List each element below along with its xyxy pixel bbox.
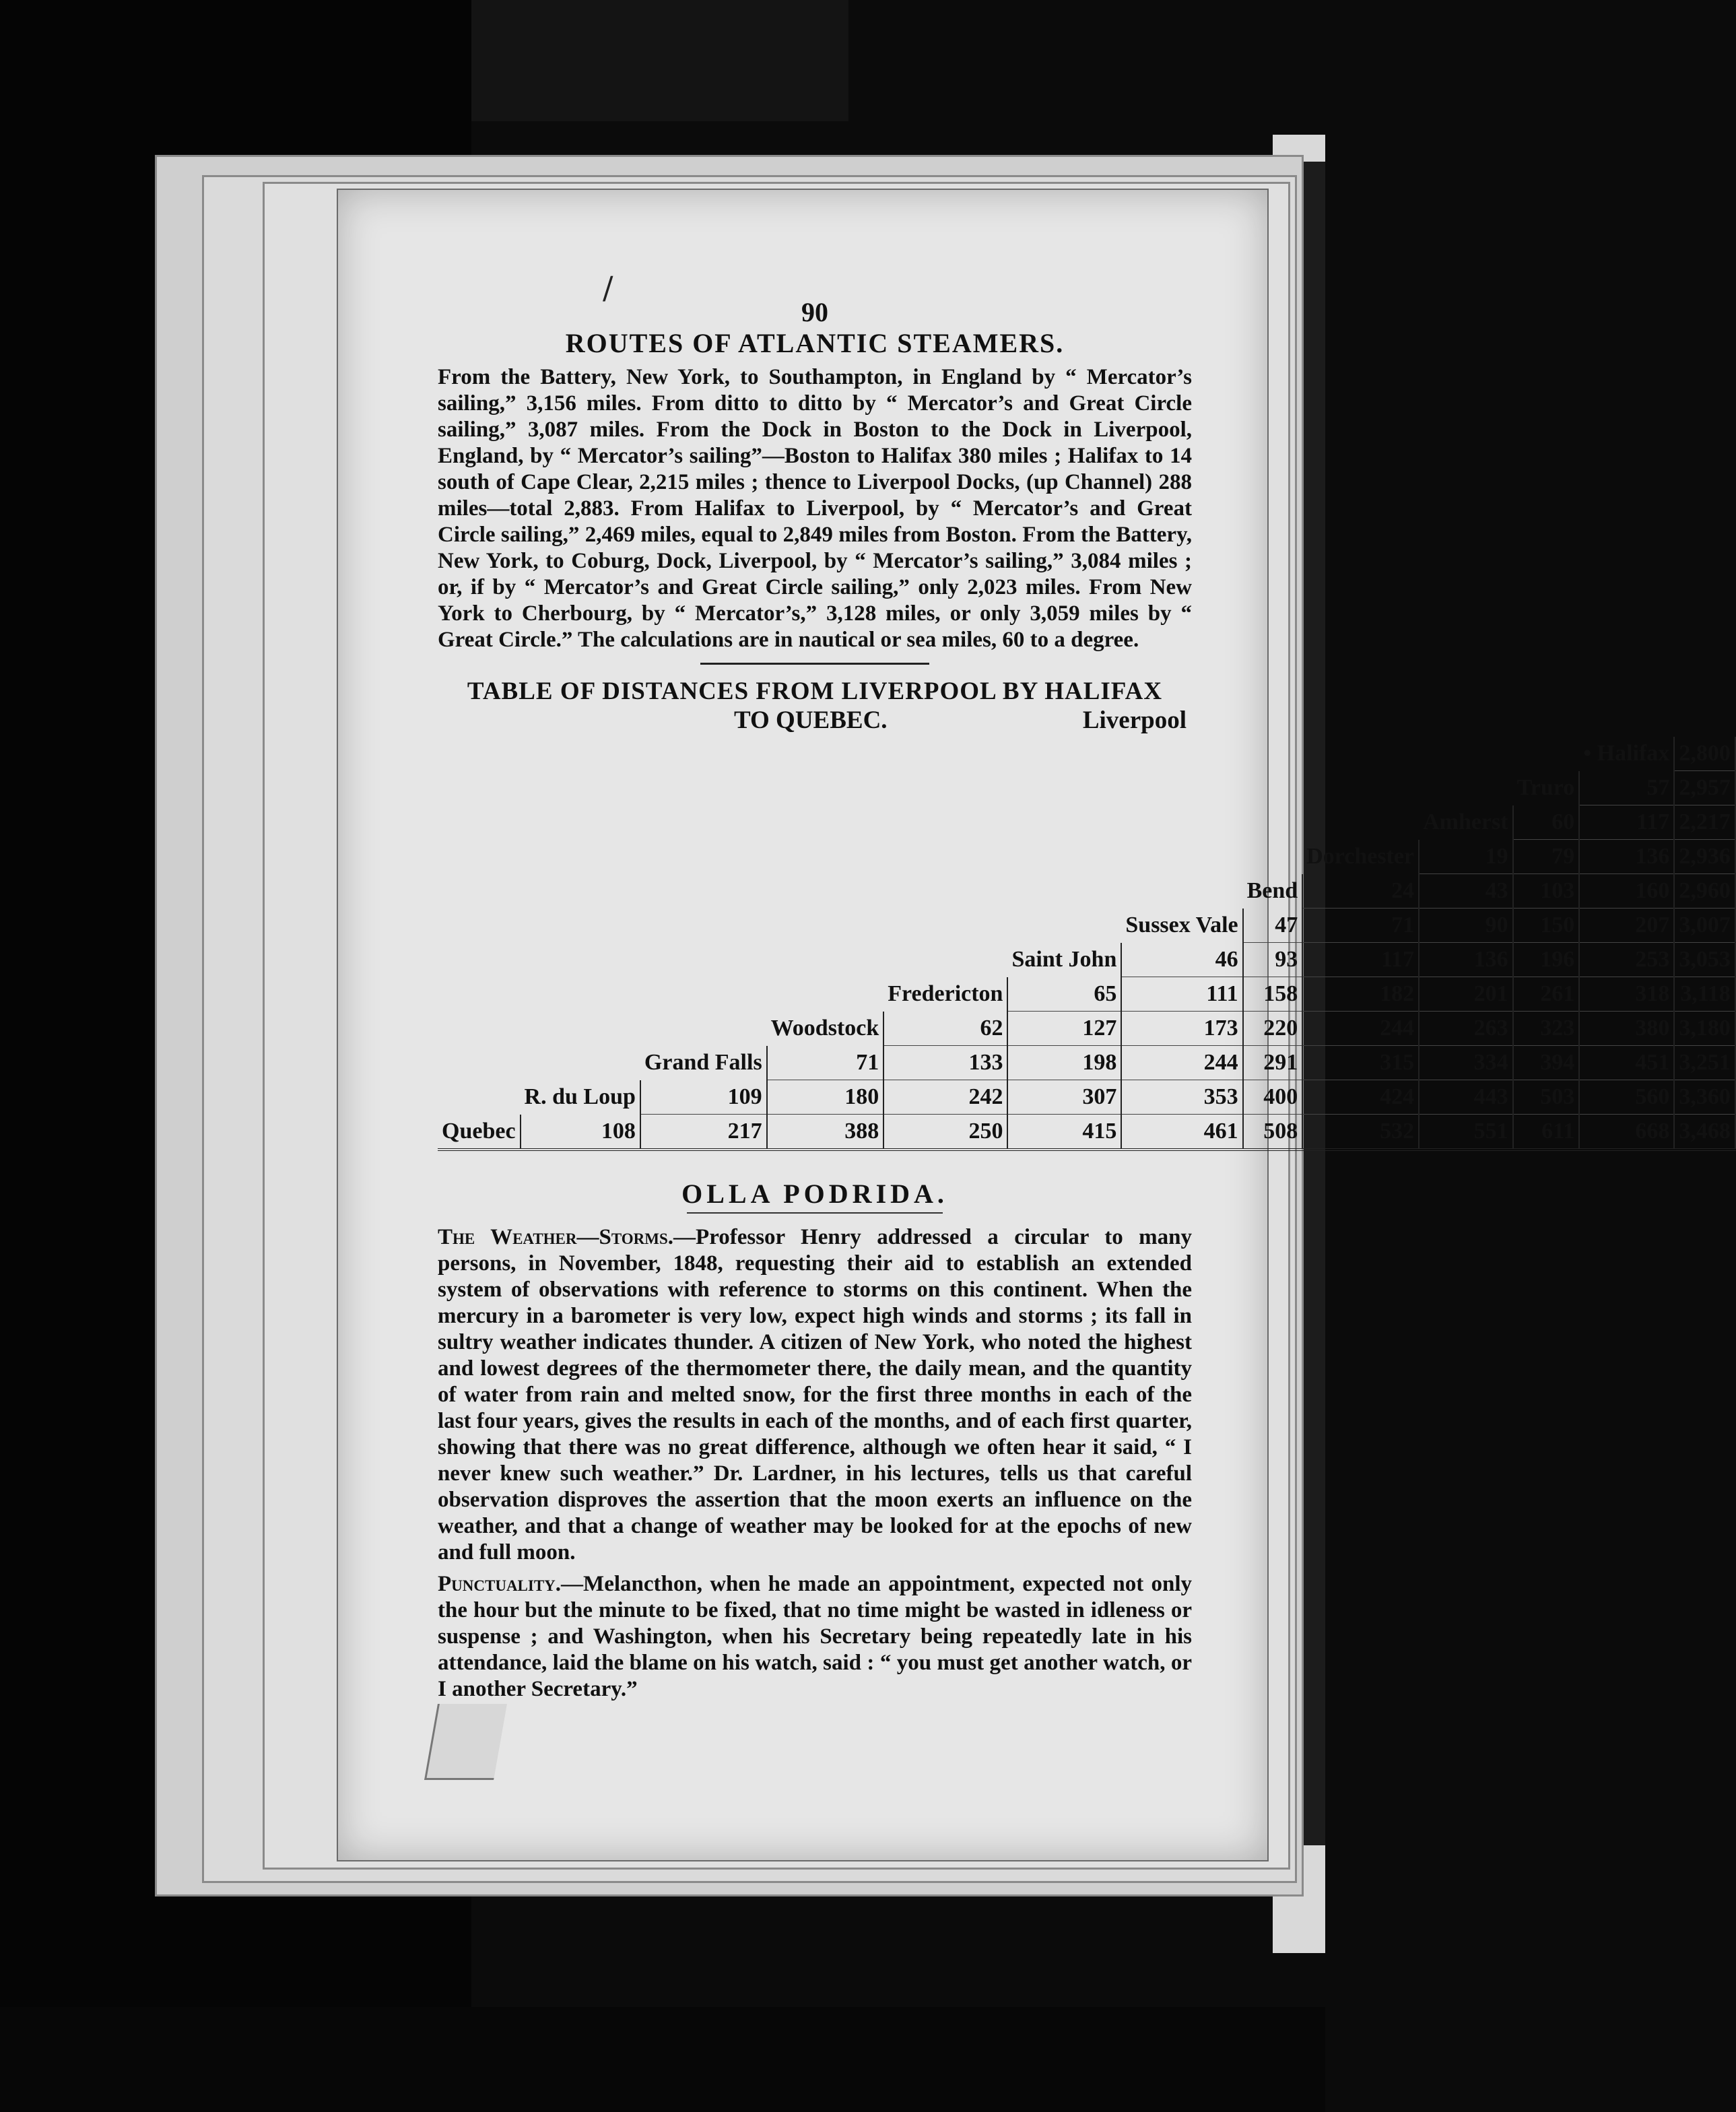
table-spacer (438, 805, 1419, 840)
table-spacer (438, 840, 1302, 874)
distance-value: 291 (1243, 1046, 1303, 1080)
distance-value: 158 (1243, 977, 1303, 1012)
dark-background-bottom (0, 2007, 1325, 2112)
distance-value: 353 (1121, 1080, 1242, 1115)
distance-value: 560 (1579, 1080, 1674, 1115)
distance-value: 180 (767, 1080, 884, 1115)
distance-row (438, 840, 1735, 874)
distance-place-name: Sussex Vale (1121, 909, 1242, 943)
distance-value: 443 (1419, 1080, 1513, 1115)
distance-value: 198 (1007, 1046, 1121, 1080)
distance-value: 201 (1419, 977, 1513, 1012)
distance-value: 2,217 (1674, 805, 1735, 840)
distance-value: 150 (1513, 909, 1580, 943)
weather-text: —Professor Henry addressed a circular to many persons, in November, 1848, requesting their aid to establish an extended system of observations with reference to storms on this continent. When the mercury in a barometer is very low, expect high winds and storms ; its fall in sultry weather indicates thunder. A citizen of New York, who noted the highest and lowest degrees of the thermometer there, the daily mean, and the quantity of water from rain and melted snow, for the first three months in each of the last four years, gives the results in each of the months, and of each first quarter, showing that there was no great difference, although we often hear it said, “ I never knew such weather.” Dr. Lardner, in his lectures, tells us that careful observation disproves the assertion that the moon exerts an influence on the weather, and that a change of weather may be looked for at the epochs of new and full moon. (438, 1225, 1192, 1564)
distance-place-name: Woodstock (767, 1012, 884, 1046)
distance-value: 182 (1302, 977, 1419, 1012)
table-spacer (438, 1080, 521, 1115)
distance-value: 323 (1513, 1012, 1580, 1046)
distance-value: 3,118 (1674, 977, 1735, 1012)
distance-value: 611 (1513, 1115, 1580, 1150)
distance-value: 117 (1302, 943, 1419, 977)
distance-table-title: TABLE OF DISTANCES FROM LIVERPOOL BY HALIFAX (467, 678, 1163, 705)
distance-value: 65 (1007, 977, 1121, 1012)
distance-value: 503 (1513, 1080, 1580, 1115)
distance-value: 19 (1419, 840, 1513, 874)
distance-value: 508 (1243, 1115, 1303, 1150)
distance-value: 133 (883, 1046, 1007, 1080)
distance-value: 244 (1302, 1012, 1419, 1046)
distance-value: 250 (883, 1115, 1007, 1150)
distance-place-name: Fredericton (883, 977, 1007, 1012)
weather-paragraph (438, 1224, 1192, 1566)
distance-value: 24 (1302, 874, 1419, 909)
table-spacer (438, 771, 1513, 805)
distance-value: 57 (1579, 771, 1674, 805)
distance-value: 43 (1419, 874, 1513, 909)
distance-row (438, 771, 1735, 805)
distance-value: 71 (1302, 909, 1419, 943)
distance-value: 532 (1302, 1115, 1419, 1150)
distance-value: 253 (1579, 943, 1674, 977)
distance-value: 93 (1243, 943, 1303, 977)
weather-lead: The Weather—Storms. (438, 1225, 674, 1249)
distance-value: 394 (1513, 1046, 1580, 1080)
table-spacer (438, 977, 883, 1012)
distance-value: 318 (1579, 977, 1674, 1012)
olla-divider (687, 1212, 943, 1214)
distance-table (438, 737, 1736, 1151)
distance-value: 47 (1243, 909, 1303, 943)
routes-paragraph: From the Battery, New York, to Southampton, in England by “ Mercator’s sailing,” 3,156 miles. From ditto to ditto by “ Mercator’s and Great Circle sailing,” 3,087 miles. From the Dock in Boston to the Dock in Liverpool, England, by “ Mercator’s sailing”—Boston to Halifax 380 miles ; Halifax to 14 south of Cape Clear, 2,215 miles ; thence to Liverpool Docks, (up Channel) 288 miles—total 2,883. From Halifax to Liverpool, by “ Mercator’s and Great Circle sailing,” 2,469 miles, equal to 2,849 miles from Boston. From the Battery, New York, to Coburg, Dock, Liverpool, by “ Mercator’s sailing,” 3,084 miles ; or, if by “ Mercator’s and Great Circle sailing,” only 2,023 miles. From New York to Cherbourg, by “ Mercator’s,” 3,128 miles, or only 3,059 miles by “ Great Circle.” The calculations are in nautical or sea miles, 60 to a degree. (438, 365, 1192, 652)
table-spacer (438, 943, 1007, 977)
distance-value: 136 (1419, 943, 1513, 977)
table-spacer (438, 737, 1579, 771)
pencil-mark: / (603, 269, 613, 306)
distance-value: 551 (1419, 1115, 1513, 1150)
distance-value: 400 (1243, 1080, 1303, 1115)
routes-heading: ROUTES OF ATLANTIC STEAMERS. (565, 328, 1065, 358)
distance-value: 3,007 (1674, 909, 1735, 943)
distance-value: 3,360 (1674, 1080, 1735, 1115)
distance-value: 2,936 (1674, 840, 1735, 874)
distance-value: 668 (1579, 1115, 1674, 1150)
distance-value: 220 (1243, 1012, 1303, 1046)
distance-value: 71 (767, 1046, 884, 1080)
distance-value: 261 (1513, 977, 1580, 1012)
distance-place-name: Amherst (1419, 805, 1513, 840)
distance-row (438, 977, 1735, 1012)
distance-value: 334 (1419, 1046, 1513, 1080)
distance-value: 160 (1579, 874, 1674, 909)
distance-value: 173 (1121, 1012, 1242, 1046)
distance-value: 217 (640, 1115, 767, 1150)
distance-value: 242 (883, 1080, 1007, 1115)
distance-value: 3,251 (1674, 1046, 1735, 1080)
dark-background-top (471, 0, 848, 121)
distance-row (438, 943, 1735, 977)
distance-value: 60 (1513, 805, 1580, 840)
distance-place-name: Quebec (438, 1115, 521, 1150)
page-number: 90 (801, 297, 828, 327)
distance-value: 46 (1121, 943, 1242, 977)
distance-value: 103 (1513, 874, 1580, 909)
distance-value: 263 (1419, 1012, 1513, 1046)
distance-value: 315 (1302, 1046, 1419, 1080)
distance-value: 108 (521, 1115, 640, 1150)
distance-place-name: Grand Falls (640, 1046, 767, 1080)
distance-value: 3,180 (1674, 1012, 1735, 1046)
distance-value: 2,800 (1674, 737, 1735, 771)
distance-value: 307 (1007, 1080, 1121, 1115)
punctuality-lead: Punctuality. (438, 1572, 562, 1596)
distance-row (438, 1080, 1735, 1115)
distance-place-name: Dorchester (1302, 840, 1419, 874)
distance-value: 461 (1121, 1115, 1242, 1150)
distance-row (438, 1012, 1735, 1046)
section-divider (700, 663, 929, 665)
distance-table-to-label: TO QUEBEC. (734, 706, 888, 734)
distance-row (438, 1115, 1735, 1150)
distance-value: 244 (1121, 1046, 1242, 1080)
distance-value: 127 (1007, 1012, 1121, 1046)
distance-value: 196 (1513, 943, 1580, 977)
distance-value: 62 (883, 1012, 1007, 1046)
distance-value: 109 (640, 1080, 767, 1115)
table-spacer (438, 1012, 767, 1046)
distance-value: 90 (1419, 909, 1513, 943)
distance-value: 207 (1579, 909, 1674, 943)
punctuality-paragraph (438, 1571, 1192, 1703)
punctuality-text: —Melancthon, when he made an appointment, expected not only the hour but the minute to be fixed, that no time might be wasted in idleness or suspense ; and Washington, when his Secretary being repeatedly late in his attendance, laid the blame on his watch, said : “ you must get another watch, or I another Secretary.” (438, 1572, 1192, 1701)
distance-table-liverpool-label: Liverpool (1082, 706, 1187, 734)
distance-value: 117 (1579, 805, 1674, 840)
distance-value: 3,468 (1674, 1115, 1735, 1150)
distance-place-name: Saint John (1007, 943, 1121, 977)
table-spacer (438, 909, 1121, 943)
distance-value: 3,053 (1674, 943, 1735, 977)
table-spacer (438, 1046, 640, 1080)
distance-row (438, 909, 1735, 943)
distance-value: 424 (1302, 1080, 1419, 1115)
distance-value: 415 (1007, 1115, 1121, 1150)
distance-row (438, 737, 1735, 771)
distance-value: 380 (1579, 1012, 1674, 1046)
distance-place-name: Truro (1513, 771, 1580, 805)
distance-value: 388 (767, 1115, 884, 1150)
distance-table-subtitle (438, 706, 1192, 737)
distance-place-name: • Halifax (1579, 737, 1674, 771)
distance-row (438, 805, 1735, 840)
page-content (438, 296, 1731, 1845)
distance-value: 136 (1579, 840, 1674, 874)
distance-value: 2,960 (1674, 874, 1735, 909)
distance-row (438, 1046, 1735, 1080)
distance-value: 79 (1513, 840, 1580, 874)
distance-place-name: Bend (1243, 874, 1303, 909)
table-spacer (438, 874, 1243, 909)
distance-value: 2,957 (1674, 771, 1735, 805)
distance-place-name: R. du Loup (521, 1080, 640, 1115)
distance-row (438, 874, 1735, 909)
olla-podrida-heading: OLLA PODRIDA. (681, 1179, 948, 1209)
distance-value: 111 (1121, 977, 1242, 1012)
distance-value: 451 (1579, 1046, 1674, 1080)
